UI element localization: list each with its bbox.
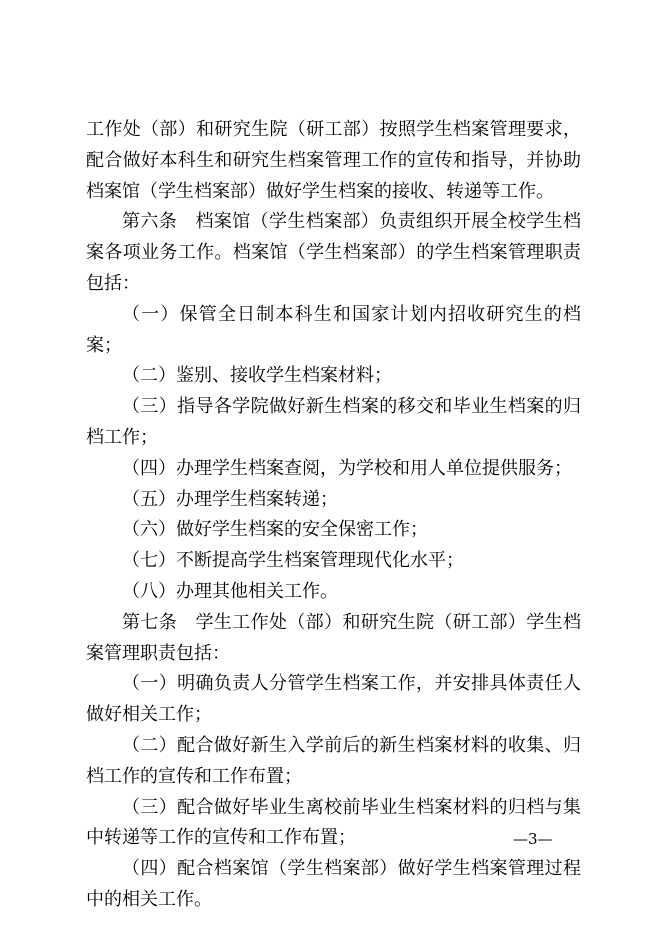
page-number: —3— bbox=[513, 830, 553, 848]
article-7-paragraph: 第七条 学生工作处（部）和研究生院（研工部）学生档案管理职责包括： bbox=[86, 611, 581, 664]
article-6-item-7: （七）不断提高学生档案管理现代化水平； bbox=[122, 550, 464, 572]
paragraph-continuation: 工作处（部）和研究生院（研工部）按照学生档案管理要求，配合做好本科生和研究生档案管理工作的宣传和指导，并协助档案馆（学生档案部）做好学生档案的接收、转递等工作。 bbox=[86, 119, 581, 202]
article-6-item-6: （六）做好学生档案的安全保密工作； bbox=[122, 519, 428, 541]
article-6-item-2: （二）鉴别、接收学生档案材料； bbox=[122, 365, 392, 387]
article-6-item-1: （一）保管全日制本科生和国家计划内招收研究生的档案； bbox=[86, 303, 581, 356]
article-6-item-4: （四）办理学生档案查阅，为学校和用人单位提供服务； bbox=[122, 457, 572, 479]
article-6-item-8: （八）办理其他相关工作。 bbox=[122, 580, 338, 602]
document-body bbox=[86, 115, 581, 916]
article-6-item-3: （三）指导各学院做好新生档案的移交和毕业生档案的归档工作； bbox=[86, 396, 581, 448]
article-6-item-5: （五）办理学生档案转递； bbox=[122, 488, 338, 510]
article-7-item-1: （一）明确负责人分管学生档案工作，并安排具体责任人做好相关工作； bbox=[86, 673, 581, 726]
article-7-item-3: （三）配合做好毕业生离校前毕业生档案材料的归档与集中转递等工作的宣传和工作布置； bbox=[86, 796, 581, 849]
article-6-paragraph: 第六条 档案馆（学生档案部）负责组织开展全校学生档案各项业务工作。档案馆（学生档案部）的学生档案管理职责包括： bbox=[86, 211, 581, 294]
article-7-item-4: （四）配合档案馆（学生档案部）做好学生档案管理过程中的相关工作。 bbox=[86, 858, 581, 910]
article-7-item-2: （二）配合做好新生入学前后的新生档案材料的收集、归档工作的宣传和工作布置； bbox=[86, 734, 581, 787]
